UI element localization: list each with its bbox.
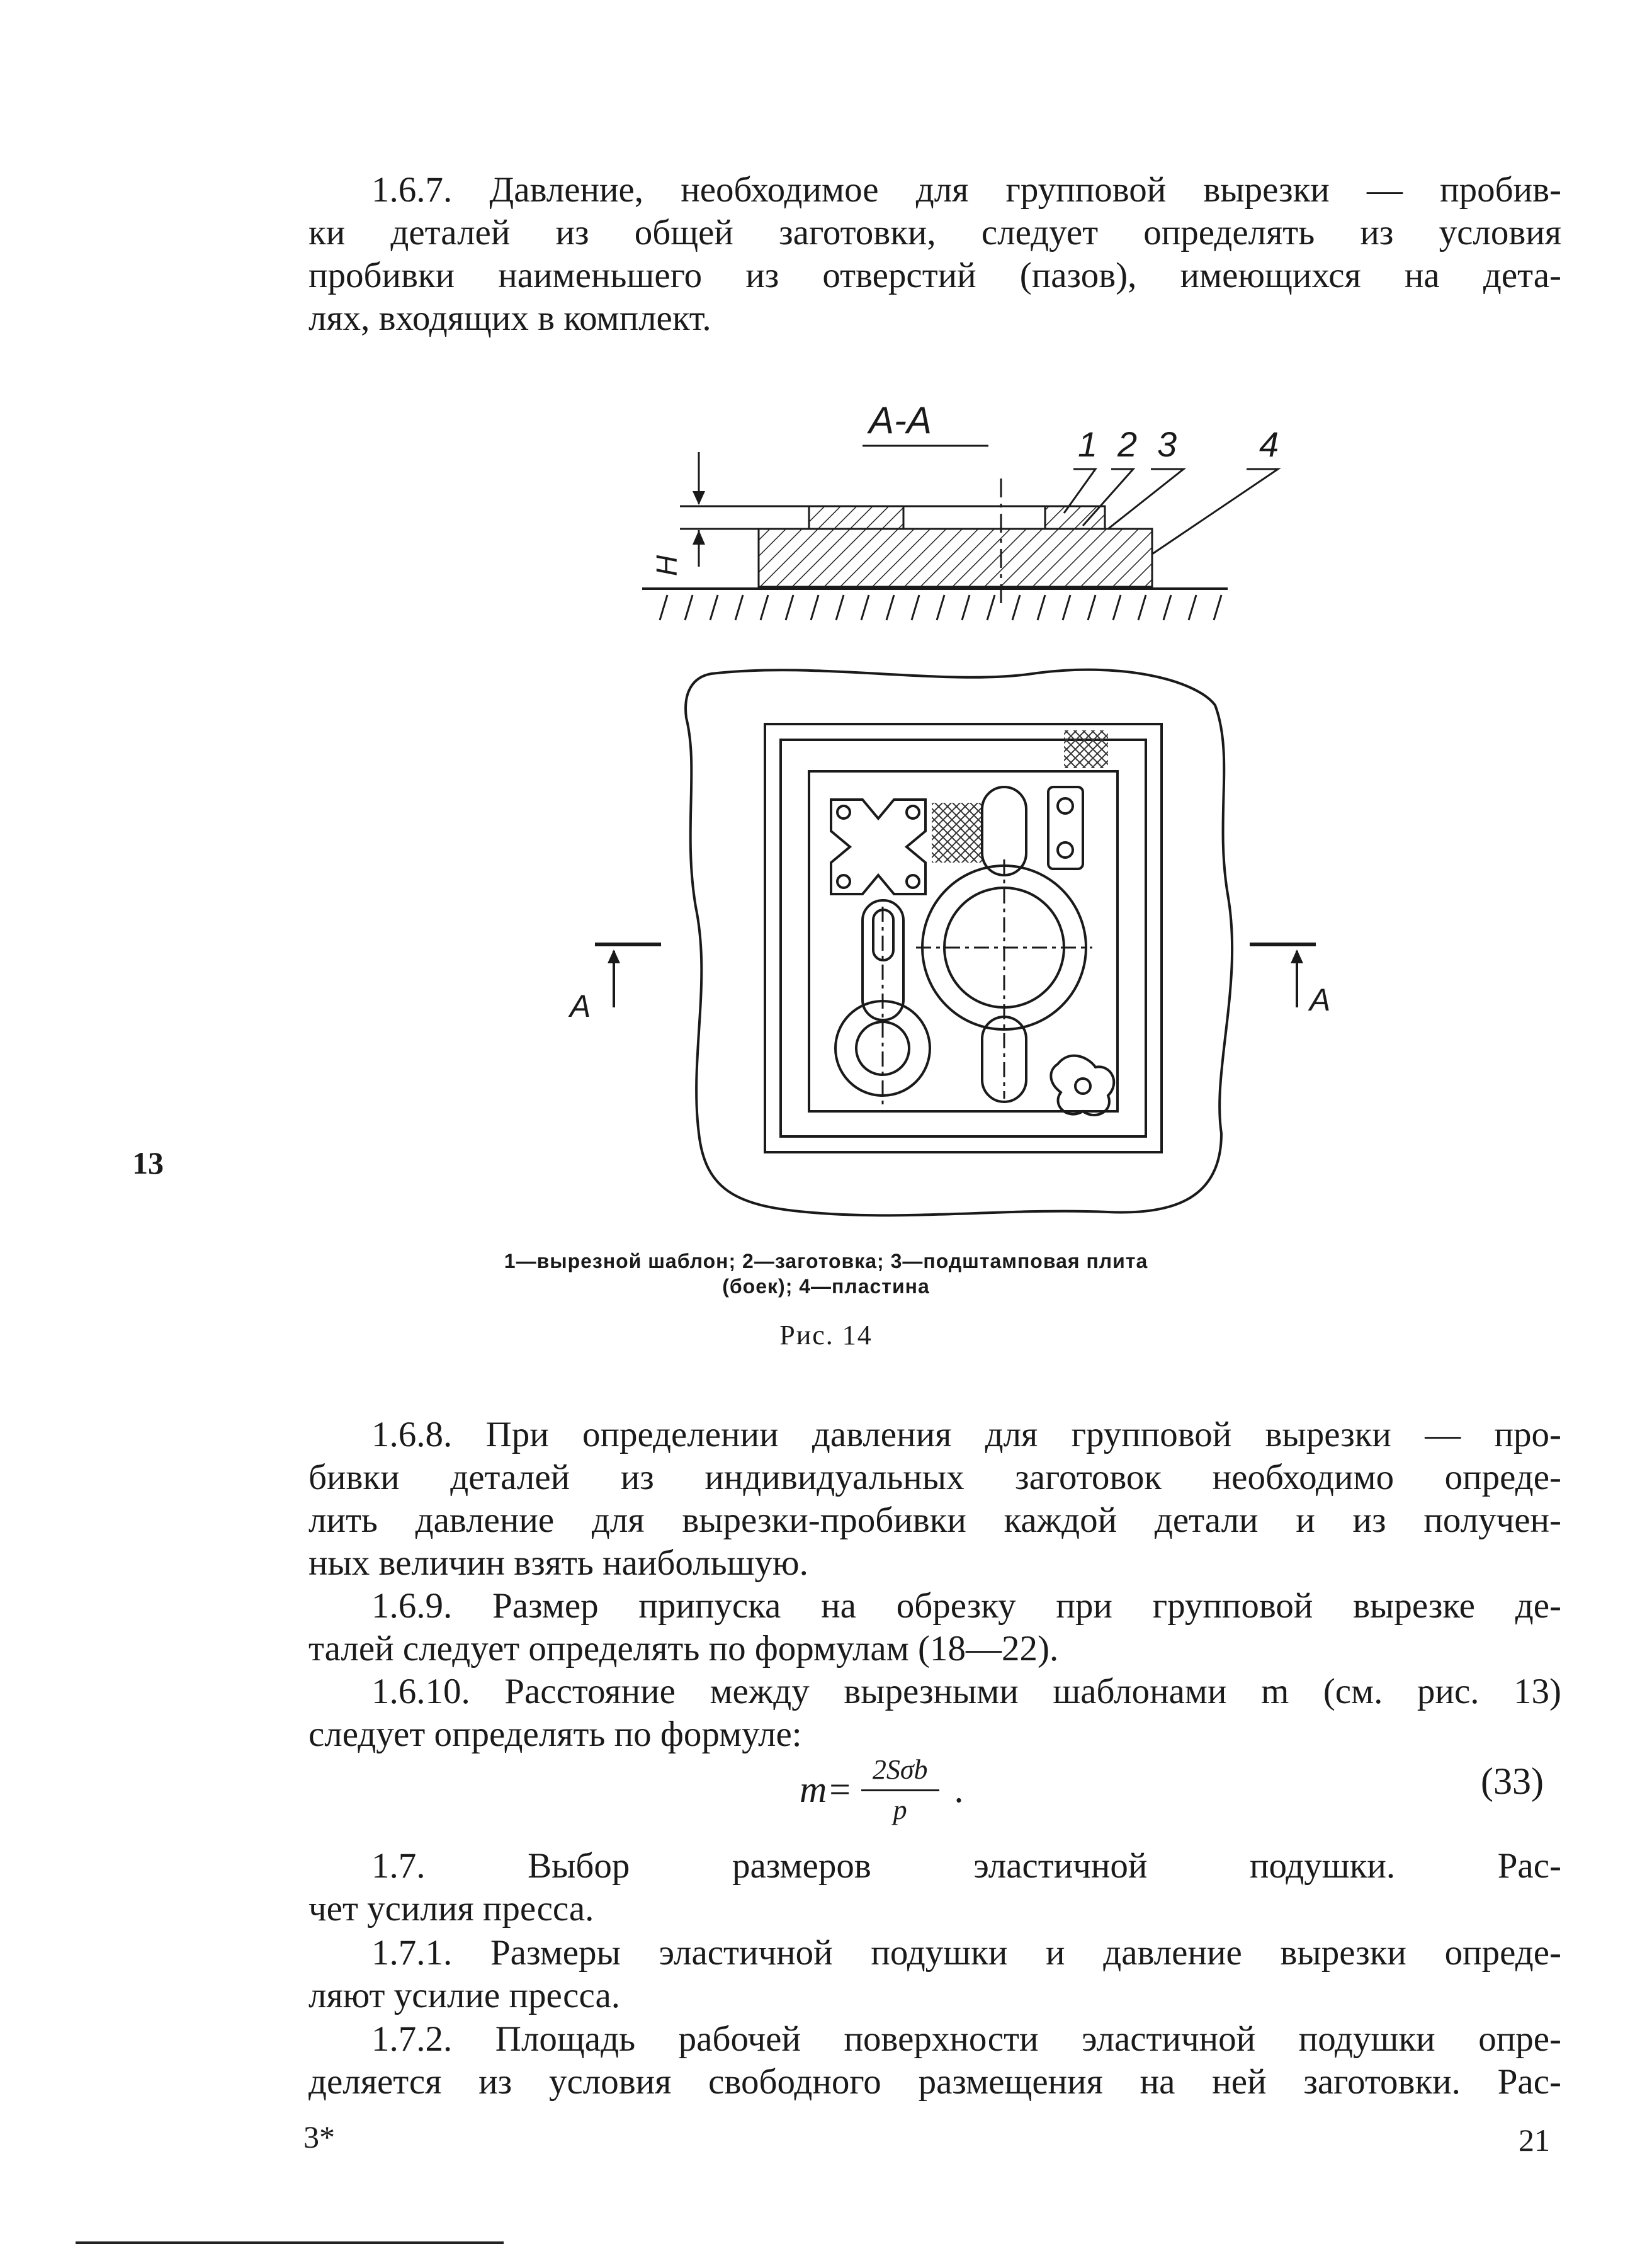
text-line: 1.7. Выбор размеров эластичной подушки. Рас-	[371, 1846, 1561, 1886]
paragraph-1-7-2	[308, 2018, 1561, 2104]
formula-trailing: .	[954, 1769, 964, 1810]
paragraph-1-6-10	[308, 1670, 1561, 1756]
text-line: 1.7.1. Размеры эластичной подушки и давление вырезки опреде-	[371, 1933, 1561, 1973]
paragraph-1-7-1	[308, 1932, 1561, 2017]
formula-33	[800, 1753, 964, 1826]
text-line: чет усилия пресса.	[308, 1889, 594, 1929]
text-line: талей следует определять по формулам (18—22).	[308, 1629, 1059, 1668]
formula-fraction	[861, 1753, 939, 1826]
text-line: лях, входящих в комплект.	[308, 298, 711, 338]
formula-denominator: p	[893, 1794, 907, 1825]
height-label: H	[650, 555, 683, 576]
text-line: пробивки наименьшего из отверстий (пазов), имеющихся на дета-	[308, 256, 1561, 295]
section-1-7-heading	[308, 1845, 1561, 1930]
text-line: ных величин взять наибольшую.	[308, 1543, 808, 1583]
equation-number: (33)	[1481, 1760, 1544, 1802]
page-number: 21	[1519, 2122, 1550, 2158]
part-number-1: 1	[1078, 424, 1098, 464]
text-line: следует определять по формуле:	[308, 1714, 802, 1754]
plan-view	[595, 670, 1316, 1216]
section-label: А-А	[869, 399, 932, 441]
part-number-2: 2	[1117, 424, 1138, 464]
part-number-4: 4	[1259, 424, 1279, 464]
signature-mark: 3*	[303, 2119, 335, 2155]
text-line: деляется из условия свободного размещения на ней заготовки. Рас-	[308, 2062, 1561, 2102]
cut-marker-right-label: A	[1310, 982, 1331, 1017]
paragraph-1-6-8	[308, 1413, 1561, 1585]
figure-caption-line-1: 1—вырезной шаблон; 2—заготовка; 3—подштамповая плита	[504, 1250, 1148, 1272]
figure-label: Рис. 14	[779, 1320, 873, 1351]
text-line: 1.6.8. При определении давления для групповой вырезки — про-	[371, 1415, 1561, 1454]
formula-lhs: m=	[800, 1769, 852, 1810]
cut-marker-left-label: A	[570, 989, 591, 1024]
paragraph-1-6-9	[308, 1585, 1561, 1670]
text-line: ки деталей из общей заготовки, следует определять из условия	[308, 213, 1561, 252]
text-line: 1.6.9. Размер припуска на обрезку при групповой вырезке де-	[371, 1586, 1561, 1626]
text-line: 1.7.2. Площадь рабочей поверхности эластичной подушки опре-	[371, 2019, 1561, 2059]
text-line: бивки деталей из индивидуальных заготовок необходимо опреде-	[308, 1458, 1561, 1497]
text-line: лить давление для вырезки-пробивки каждой детали и из получен-	[308, 1500, 1561, 1540]
part-number-3: 3	[1157, 424, 1177, 464]
text-line: 1.6.10. Расстояние между вырезными шаблонами m (см. рис. 13)	[371, 1672, 1561, 1711]
figure-caption-line-2: (боек); 4—пластина	[722, 1275, 930, 1298]
margin-number: 13	[132, 1145, 164, 1181]
bottom-rule	[76, 2241, 504, 2244]
text-line: 1.6.7. Давление, необходимое для групповой вырезки — пробив-	[371, 170, 1561, 210]
text-line: ляют усилие пресса.	[308, 1976, 621, 2015]
cross-section	[642, 452, 1228, 620]
formula-numerator: 2Sσb	[861, 1753, 939, 1791]
